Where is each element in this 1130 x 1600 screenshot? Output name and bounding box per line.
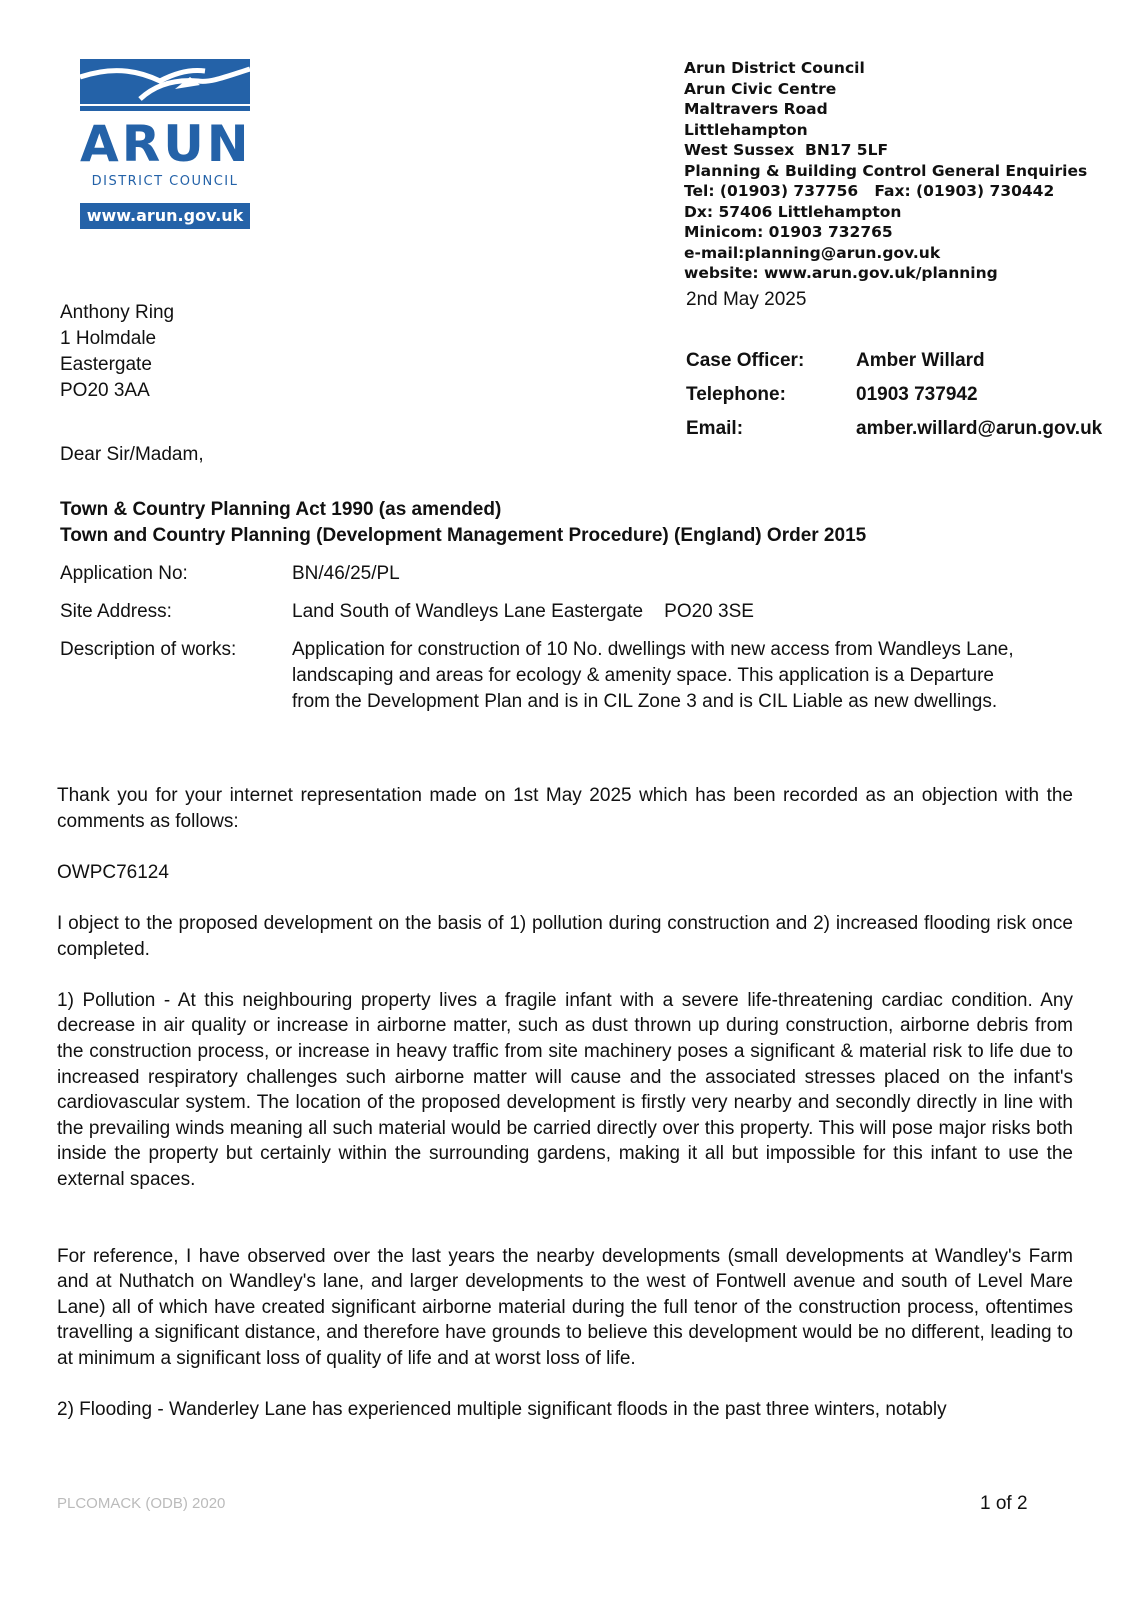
council-line: West Sussex BN17 5LF xyxy=(684,141,889,159)
email-label: Email: xyxy=(686,418,744,439)
flooding-paragraph: 2) Flooding - Wanderley Lane has experienced multiple significant floods in the past three winters, notably xyxy=(57,1399,947,1421)
council-address-block xyxy=(684,58,1087,284)
intro-paragraph: Thank you for your internet representation made on 1st May 2025 which has been recorded as an objection with the comments as follows: xyxy=(57,785,1073,832)
page-number: 1 of 2 xyxy=(980,1493,1028,1514)
recipient-line: Eastergate xyxy=(60,354,152,375)
logo-website-link[interactable]: www.arun.gov.uk xyxy=(80,203,250,229)
telephone-label: Telephone: xyxy=(686,384,786,405)
case-officer-label: Case Officer: xyxy=(686,350,805,371)
council-website[interactable]: website: www.arun.gov.uk/planning xyxy=(684,264,998,282)
council-line: Minicom: 01903 732765 xyxy=(684,223,893,241)
recipient-line: PO20 3AA xyxy=(60,380,150,401)
reference-number: OWPC76124 xyxy=(57,861,169,883)
letter-date: 2nd May 2025 xyxy=(686,289,807,310)
act-title: Town and Country Planning (Development Management Procedure) (England) Order 2015 xyxy=(60,525,867,546)
description-label: Description of works: xyxy=(60,639,237,660)
pollution-paragraph: 1) Pollution - At this neighbouring property lives a fragile infant with a severe life-threatening cardiac condition. Any decrease in air quality or increase in airborne matter, such as dust thrown up during construction, airborne debris from the construction process, or increase in heavy traffic from site machinery poses a significant & material risk to life due to increased respiratory challenges such airborne matter will cause and the associated stresses placed on the infant's cardiovascular system. The location of the proposed development is firstly very nearby and secondly directly in line with the prevailing winds meaning all such material would be carried directly over this property. This will pose major risks both inside the property but certainly within the surrounding gardens, making it all but impossible for this infant to use the external spaces. xyxy=(57,989,1073,1190)
council-logo xyxy=(80,59,250,229)
logo-banner xyxy=(80,59,250,111)
council-line: Planning & Building Control General Enquiries xyxy=(684,161,1088,180)
council-line: Arun Civic Centre xyxy=(684,79,837,98)
email-value[interactable]: amber.willard@arun.gov.uk xyxy=(856,418,1103,439)
council-line: Maltravers Road xyxy=(684,100,828,118)
act-title: Town & Country Planning Act 1990 (as amended) xyxy=(60,499,502,520)
objection-paragraph: I object to the proposed development on the basis of 1) pollution during construction and 2) increased flooding risk once completed. xyxy=(57,912,1073,960)
council-line: Littlehampton xyxy=(684,120,808,139)
letter-body xyxy=(57,783,1073,1448)
footer-code: PLCOMACK (ODB) 2020 xyxy=(57,1495,226,1512)
seagull-wave-icon xyxy=(80,59,250,111)
recipient-line: 1 Holmdale xyxy=(60,328,157,349)
reference-paragraph: For reference, I have observed over the last years the nearby developments (small developments at Wandley's Farm and at Nuthatch on Wandley's lane, and larger developments to the west of Fontwell avenue and south of Level Mare Lane) all of which have created significant airborne material during the full tenor of the construction process, oftentimes travelling a significant distance, and therefore have grounds to believe this development would be no different, leading to at minimum a significant loss of quality of life and at worst loss of life. xyxy=(57,1245,1073,1369)
council-email[interactable]: e-mail:planning@arun.gov.uk xyxy=(684,243,941,262)
legislation-heading xyxy=(60,497,866,549)
council-line: Arun District Council xyxy=(684,59,865,77)
application-no-value: BN/46/25/PL xyxy=(292,563,400,584)
recipient-address xyxy=(60,300,174,404)
council-line: Tel: (01903) 737756 Fax: (01903) 730442 xyxy=(684,182,1055,200)
description-value: Application for construction of 10 No. dwellings with new access from Wandleys Lane, landscaping and areas for ecology & amenity space. This application is a Departure from the Development Plan and is in CIL Zone 3 and is CIL Liable as new dwellings. xyxy=(292,639,1014,712)
site-address-value: Land South of Wandleys Lane Eastergate PO20 3SE xyxy=(292,601,754,622)
application-details xyxy=(60,561,1040,727)
council-line: Dx: 57406 Littlehampton xyxy=(684,202,902,221)
recipient-line: Anthony Ring xyxy=(60,302,175,323)
application-no-label: Application No: xyxy=(60,563,188,584)
logo-subtitle: DISTRICT COUNCIL xyxy=(91,174,239,189)
salutation: Dear Sir/Madam, xyxy=(60,444,204,465)
case-officer-value: Amber Willard xyxy=(856,350,985,371)
logo-name: ARUN xyxy=(80,115,252,173)
site-address-label: Site Address: xyxy=(60,601,172,622)
telephone-value: 01903 737942 xyxy=(856,384,978,405)
